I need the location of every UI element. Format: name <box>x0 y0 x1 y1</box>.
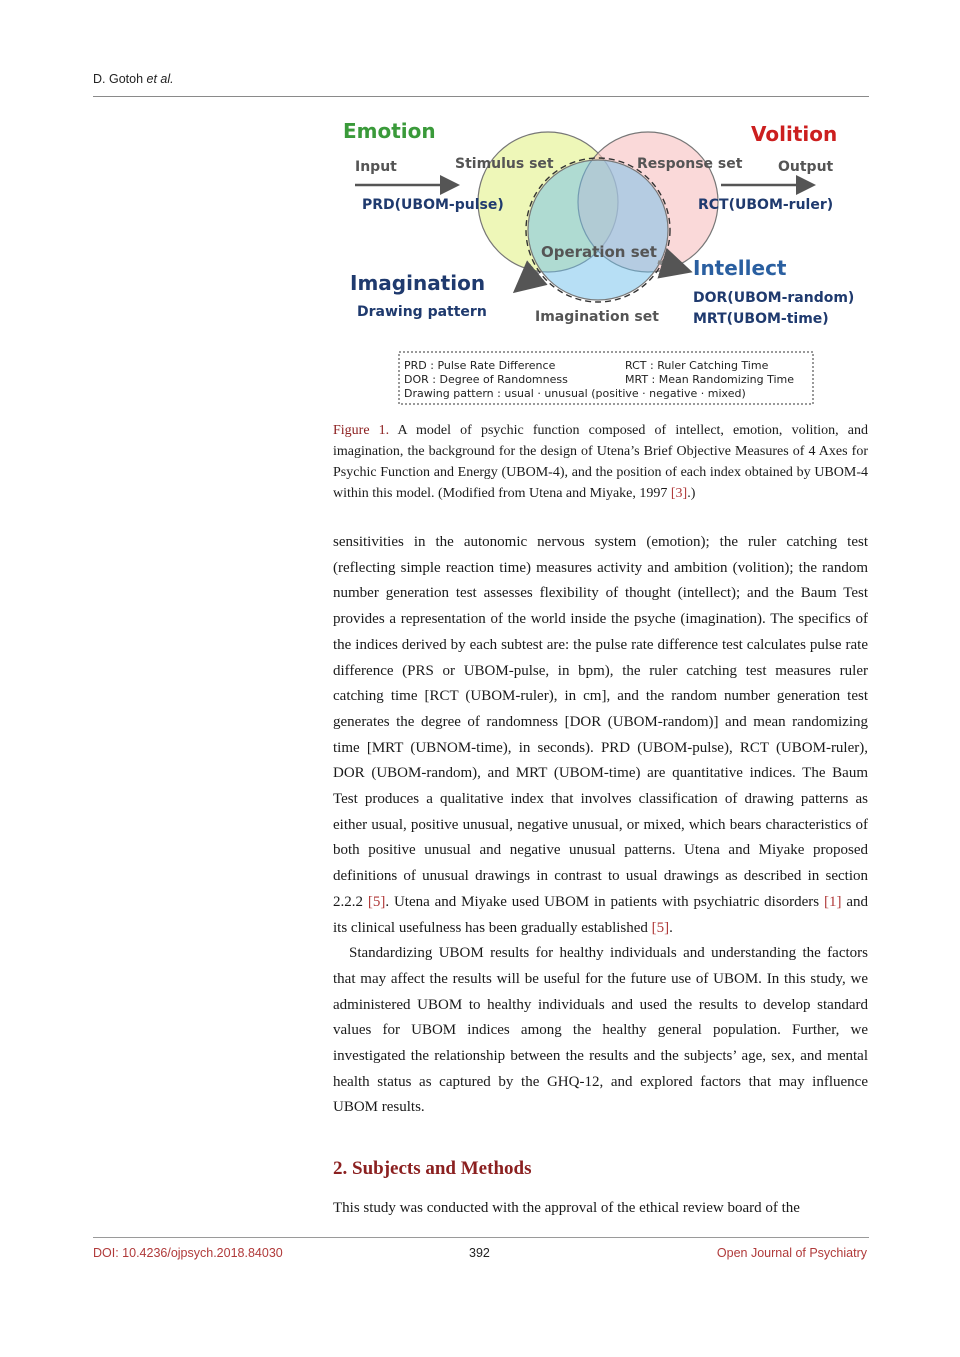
ref-link-5b[interactable]: [5] <box>651 919 670 936</box>
running-header <box>93 72 174 86</box>
legend-mrt: MRT : Mean Randomizing Time <box>625 373 795 386</box>
caption-end: .) <box>687 486 696 501</box>
figure-caption <box>333 420 868 504</box>
venn-diagram <box>333 112 873 412</box>
legend-drawing: Drawing pattern : usual · unusual (positive · negative · mixed) <box>404 387 746 400</box>
section-heading: 2. Subjects and Methods <box>333 1158 532 1179</box>
imagination-set-label: Imagination set <box>535 309 659 325</box>
operation-set-label: Operation set <box>541 243 657 261</box>
page-number: 392 <box>469 1246 490 1260</box>
footer-rule <box>93 1237 869 1238</box>
header-rule <box>93 96 869 97</box>
response-set-label: Response set <box>637 156 743 172</box>
legend-rct: RCT : Ruler Catching Time <box>625 359 769 372</box>
paragraph-1 <box>333 530 868 941</box>
body-text <box>333 530 868 1121</box>
imagination-label: Imagination <box>350 271 486 295</box>
figure-1-diagram <box>333 112 873 412</box>
paragraph-3: This study was conducted with the approval of the ethical review board of the <box>333 1200 800 1216</box>
paragraph-1-text-3: and its clinical usefulness has been gradually established <box>333 893 869 936</box>
rct-label: RCT(UBOM-ruler) <box>698 197 834 213</box>
header-etal: et al. <box>146 72 174 86</box>
output-label: Output <box>778 159 834 175</box>
stimulus-set-label: Stimulus set <box>455 156 554 172</box>
paragraph-1-text-2: . Utena and Miyake used UBOM in patients with psychiatric disorders <box>385 893 824 910</box>
caption-text: A model of psychic function composed of intellect, emotion, volition, and imagination, the background for the design of Utena’s Brief Objective Measures of 4 Axes for Psychic Function and Energy (UBOM-4), and the position of each index obtained by UBOM-4 within this model. (Modified from Utena and Miyake, 1997 <box>333 423 868 501</box>
input-label: Input <box>355 159 397 175</box>
volition-label: Volition <box>751 122 838 146</box>
intellect-label: Intellect <box>693 256 787 280</box>
mrt-label: MRT(UBOM-time) <box>693 311 829 327</box>
footer-doi-link[interactable]: DOI: 10.4236/ojpsych.2018.84030 <box>93 1246 283 1260</box>
ref-link-5a[interactable]: [5] <box>367 893 386 910</box>
legend-dor: DOR : Degree of Randomness <box>404 373 568 386</box>
paragraph-1-text: sensitivities in the autonomic nervous system (emotion); the ruler catching test (reflecting simple reaction time) measures activity and ambition (volition); the random number generation test assesses flexibility of thought (intellect); and the Baum Test provides a representation of the world inside the psyche (imagination). The specifics of the indices derived by each subtest are: the pulse rate difference test calculates pulse rate difference (PRS or UBOM-pulse, in bpm), the ruler catching test measures ruler catching time [RCT (UBOM-ruler), in cm], and the random number generation test generates the degree of randomness [DOR (UBOM-random)] and mean randomizing time [MRT (UBNOM-time), in seconds). PRD (UBOM-pulse), RCT (UBOM-ruler), DOR (UBOM-random), and MRT (UBOM-time) are quantitative indices. The Baum Test produces a qualitative index that involves classification of drawing patterns as either usual, positive unusual, negative unusual, or mixed, which bears characteristics of both positive unusual and negative unusual patterns. Utena and Miyake proposed definitions of unusual drawings in contrast to usual drawings as described in section 2.2.2 <box>333 534 868 910</box>
legend-prd: PRD : Pulse Rate Difference <box>404 359 556 372</box>
imagination-arrow <box>519 272 538 288</box>
operation-circle <box>528 160 668 300</box>
drawing-pattern-label: Drawing pattern <box>357 304 487 320</box>
emotion-label: Emotion <box>343 119 436 143</box>
paragraph-1-end: . <box>669 919 673 936</box>
caption-ref-link[interactable]: [3] <box>670 486 688 501</box>
footer-journal-link[interactable]: Open Journal of Psychiatry <box>716 1246 867 1260</box>
ref-link-1[interactable]: [1] <box>824 893 842 910</box>
dor-label: DOR(UBOM-random) <box>693 290 855 306</box>
caption-label: Figure 1. <box>333 423 390 438</box>
prd-label: PRD(UBOM-pulse) <box>362 197 504 213</box>
header-authors: D. Gotoh <box>93 72 147 86</box>
paragraph-2: Standardizing UBOM results for healthy individuals and understanding the factors that may affect the results will be useful for the future use of UBOM. In this study, we administered UBOM to healthy individuals and used the results to develop standard values for UBOM indices among the healthy general population. Further, we investigated the relationship between the results and the subjects’ age, sex, and mental health status as captured by the GHQ-12, and explored factors that may influence UBOM results. <box>333 945 868 1116</box>
